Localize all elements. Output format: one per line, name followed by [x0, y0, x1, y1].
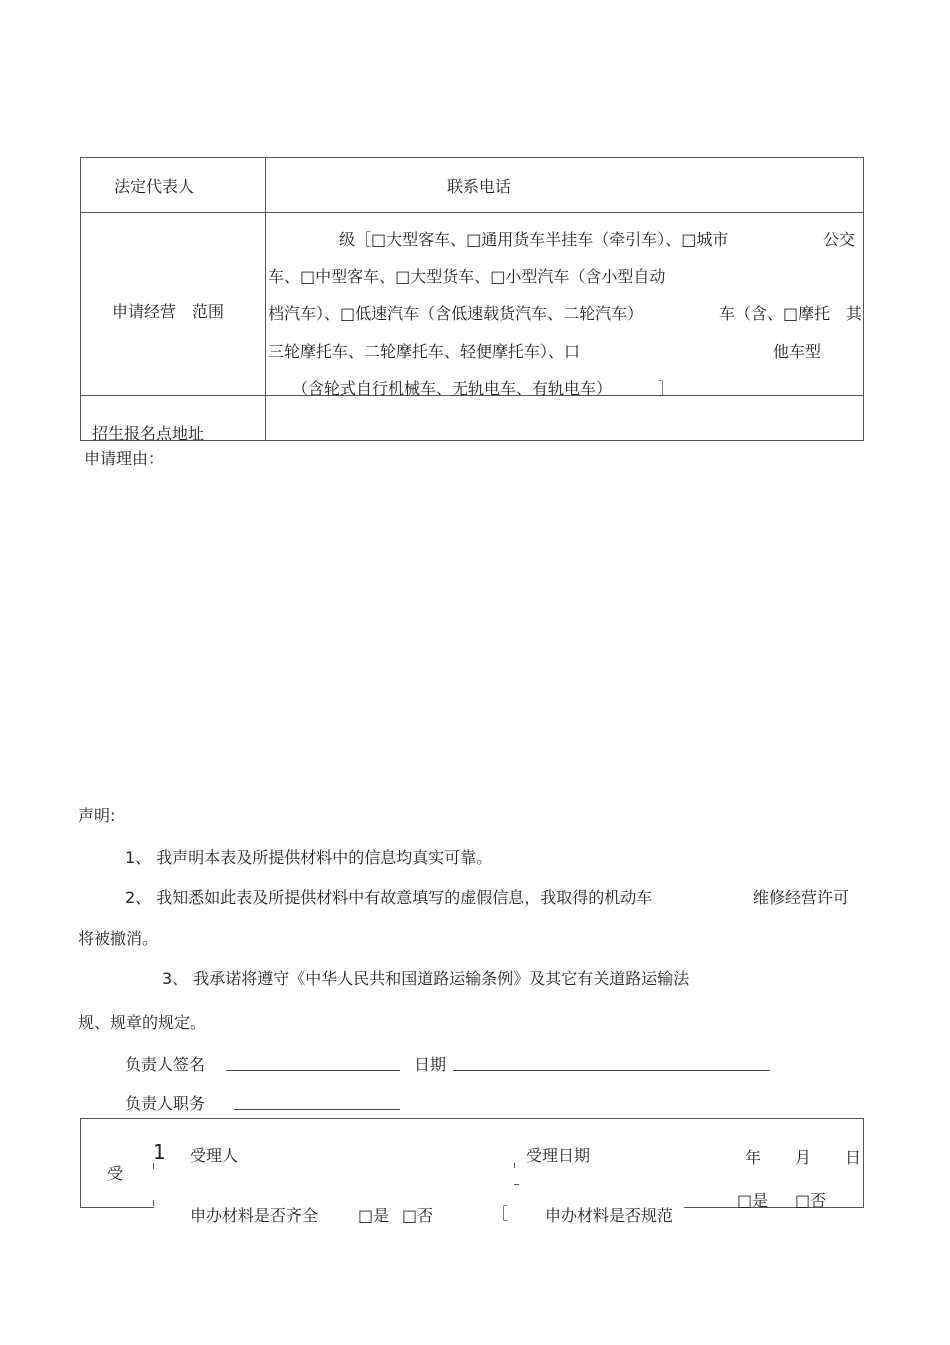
declaration-item-1: 1、 我声明本表及所提供材料中的信息均真实可靠。 — [125, 848, 493, 867]
accept-date-label: 受理日期 — [526, 1146, 591, 1165]
accept-side-label: 受 — [107, 1164, 124, 1183]
year-label: 年 — [745, 1148, 762, 1167]
reason-label: 申请理由： — [84, 449, 165, 468]
complete-question: 申办材料是否齐全 — [190, 1206, 319, 1225]
address-label: 招生报名点地址 — [92, 424, 205, 443]
accept-number: 1 — [153, 1140, 166, 1164]
accept-tick — [153, 1200, 154, 1206]
position-label: 负责人职务 — [125, 1094, 206, 1113]
table-border-top — [80, 157, 864, 158]
standard-no-checkbox[interactable]: □否 — [795, 1191, 827, 1210]
accept-border-right — [863, 1118, 864, 1208]
scope-line: 三轮摩托车、二轮摩托车、轻便摩托车）、口 — [268, 342, 581, 361]
scope-label: 申请经营 范围 — [112, 302, 225, 321]
declaration-item-2-cont: 维修经营许可 — [753, 888, 850, 907]
phone-label: 联系电话 — [447, 177, 512, 196]
table-border-row1 — [80, 212, 864, 213]
sign-label: 负责人签名 — [125, 1055, 206, 1074]
declaration-item-3: 3、 我承诺将遵守《中华人民共和国道路运输条例》及其它有关道路运输法 — [162, 969, 690, 988]
declaration-item-2-end: 将被撤消。 — [78, 929, 159, 948]
month-label: 月 — [795, 1148, 812, 1167]
legal-rep-label: 法定代表人 — [114, 177, 195, 196]
date-label: 日期 — [414, 1055, 447, 1074]
scope-line: 级［□大型客车、□通用货车半挂车（牵引车）、□城市 — [339, 230, 729, 249]
date-field[interactable] — [453, 1070, 770, 1071]
declaration-item-2: 2、 我知悉如此表及所提供材料中有故意填写的虚假信息，我取得的机动车 — [125, 888, 653, 907]
scope-line: 其 — [846, 304, 863, 323]
declaration-title: 声明: — [78, 806, 116, 825]
accept-tick — [514, 1163, 515, 1168]
scope-line: 档汽车）、□低速汽车（含低速载货汽车、二轮汽车） — [268, 304, 644, 323]
scope-line: 车、□中型客车、□大型货车、□小型汽车（含小型自动 — [268, 267, 666, 286]
scope-line: 他车型 — [773, 342, 822, 361]
accept-border-left — [80, 1118, 81, 1208]
day-label: 日 — [845, 1148, 862, 1167]
accept-border-top — [80, 1118, 864, 1119]
sign-field[interactable] — [226, 1070, 400, 1071]
scope-line: ］ — [658, 379, 675, 398]
scope-line: 车（含、□摩托 — [719, 304, 831, 323]
accept-border-bottom — [80, 1207, 154, 1208]
scope-line: （含轮式自行机械车、无轨电车、有轨电车） — [292, 379, 613, 398]
complete-yes-checkbox[interactable]: □是 — [358, 1206, 390, 1225]
declaration-item-3-end: 规、规章的规定。 — [78, 1013, 207, 1032]
bracket-mark: ［ — [492, 1204, 509, 1223]
scope-line: 公交 — [823, 230, 856, 249]
accept-border-bottom — [684, 1207, 864, 1208]
accept-tick — [514, 1184, 519, 1185]
standard-yes-checkbox[interactable]: □是 — [737, 1191, 769, 1210]
receiver-label: 受理人 — [190, 1146, 239, 1165]
table-border-right — [863, 157, 864, 441]
complete-no-checkbox[interactable]: □否 — [402, 1206, 434, 1225]
table-border-left — [80, 157, 81, 441]
table-border-mid — [265, 157, 266, 441]
position-field[interactable] — [234, 1109, 400, 1110]
standard-question: 申办材料是否规范 — [545, 1206, 674, 1225]
